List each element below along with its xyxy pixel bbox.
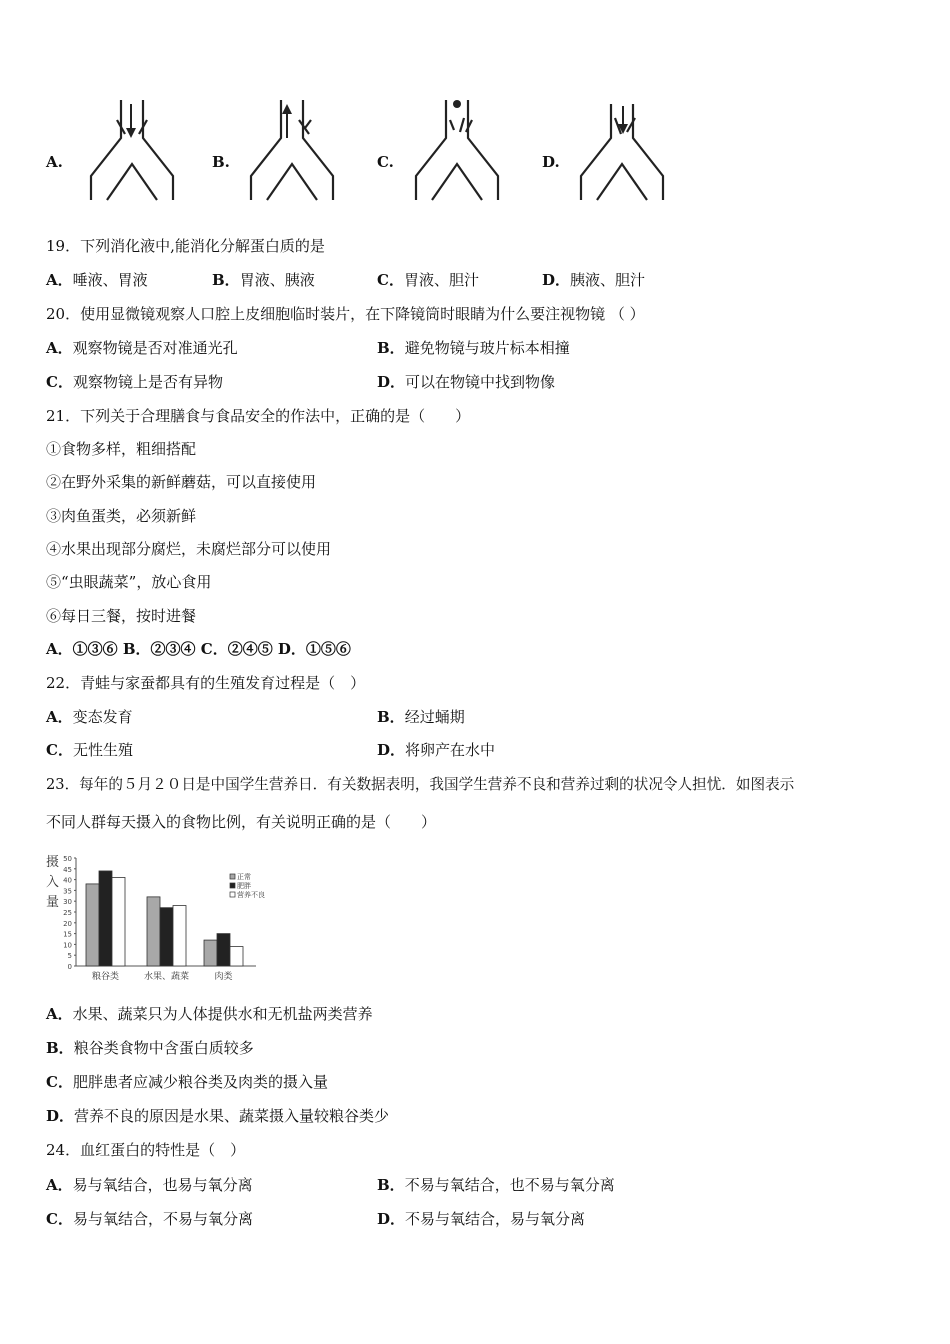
q24-option-b-label: B． (377, 1176, 405, 1194)
legend-label: 正常 (237, 873, 251, 881)
y-tick-label: 40 (63, 876, 72, 885)
q18-option-d-figure (575, 98, 670, 202)
q24-option-c[interactable] (46, 1209, 253, 1229)
q19-option-d-text: 胰液、胆汁 (570, 271, 646, 289)
bar-肥胖-水果、蔬菜 (160, 908, 173, 966)
q20-option-c-text: 观察物镜上是否有异物 (72, 373, 223, 391)
q20-option-a-label: A． (46, 339, 73, 357)
pharynx-angled-arrow-figure (575, 98, 670, 202)
q20-stem: 20．使用显微镜观察人口腔上皮细胞临时装片，在下降镜筒时眼睛为什么要注视物镜 （ ） (46, 305, 645, 323)
q18-option-d-label[interactable]: D. (542, 153, 560, 171)
q24-option-d-label: D． (377, 1210, 406, 1228)
y-tick-label: 30 (63, 898, 72, 907)
q22-option-d[interactable] (377, 740, 495, 760)
y-axis-label-char: 入 (46, 875, 60, 890)
q22-option-c[interactable] (46, 740, 133, 760)
q23-option-b-label: B． (46, 1039, 74, 1057)
q20-option-d[interactable] (377, 372, 555, 392)
q19-option-a-text: 唾液、胃液 (72, 271, 148, 289)
bar-正常-粮谷类 (86, 884, 99, 966)
q24-option-d-text: 不易与氧结合，易与氧分离 (405, 1210, 586, 1228)
q18-option-c-label[interactable]: C. (377, 153, 394, 171)
q19-stem: 19．下列消化液中,能消化分解蛋白质的是 (46, 237, 325, 255)
q20-option-c[interactable] (46, 372, 223, 392)
x-tick-label: 粮谷类 (91, 972, 120, 982)
q22-stem: 22．青蛙与家蚕都具有的生殖发育过程是（ ） (46, 674, 366, 692)
q23-option-a-label: A． (46, 1005, 73, 1023)
y-tick-label: 5 (67, 952, 72, 961)
q21-item-4: ④水果出现部分腐烂，未腐烂部分可以使用 (46, 540, 332, 558)
q22-option-a[interactable] (46, 707, 133, 727)
q23-chart (44, 852, 284, 984)
y-tick-label: 10 (63, 941, 72, 950)
q18-option-a-figure (85, 98, 180, 202)
q19-option-a[interactable] (46, 270, 148, 290)
bar-营养不良-肉类 (230, 947, 243, 966)
legend-swatch-肥胖 (230, 883, 235, 888)
y-axis-label-char: 摄 (46, 855, 60, 870)
y-tick-label: 20 (63, 919, 72, 928)
q23-option-c-label: C． (46, 1073, 73, 1091)
q19-option-b[interactable] (212, 270, 315, 290)
q24-stem: 24．血红蛋白的特性是（ ） (46, 1141, 246, 1159)
y-tick-label: 0 (67, 963, 72, 971)
q21-item-1: ①食物多样，粗细搭配 (46, 440, 197, 458)
bar-肥胖-肉类 (217, 934, 230, 966)
q24-option-d[interactable] (377, 1209, 585, 1229)
q24-option-a-label: A． (46, 1176, 73, 1194)
legend-swatch-正常 (230, 874, 235, 879)
q19-option-b-label: B． (212, 271, 240, 289)
q23-option-b-text: 粮谷类食物中含蛋白质较多 (73, 1039, 254, 1057)
q20-option-c-label: C． (46, 373, 73, 391)
q23-option-c[interactable] (46, 1072, 328, 1092)
q22-option-c-text: 无性生殖 (72, 741, 133, 759)
q18-option-c-figure (410, 98, 505, 202)
q24-option-b[interactable] (377, 1175, 615, 1195)
y-tick-label: 15 (63, 930, 72, 939)
q19-option-a-label: A． (46, 271, 73, 289)
pharynx-up-arrow-figure (245, 98, 340, 202)
y-tick-label: 50 (63, 855, 72, 863)
q20-option-b-label: B． (377, 339, 405, 357)
bar-肥胖-粮谷类 (99, 871, 112, 966)
x-tick-label: 肉类 (214, 972, 233, 982)
q24-option-c-label: C． (46, 1210, 73, 1228)
y-tick-label: 35 (63, 887, 72, 896)
q23-stem-line1: 23．每年的５月２０日是中国学生营养日．有关数据表明，我国学生营养不良和营养过剩的状况令人担忧．如图表示 (46, 776, 795, 793)
q19-option-b-text: 胃液、胰液 (239, 271, 315, 289)
q18-option-b-figure (245, 98, 340, 202)
q22-option-c-label: C． (46, 741, 73, 759)
q23-option-d[interactable] (46, 1106, 389, 1126)
q21-stem: 21．下列关于合理膳食与食品安全的作法中，正确的是（ ） (46, 407, 471, 425)
q21-item-3: ③肉鱼蛋类，必须新鲜 (46, 507, 197, 525)
q23-option-d-text: 营养不良的原因是水果、蔬菜摄入量较粮谷类少 (74, 1107, 390, 1125)
q19-option-c-label: C． (377, 271, 404, 289)
q22-option-b-text: 经过蛹期 (404, 708, 465, 726)
q22-option-d-label: D． (377, 741, 406, 759)
q23-option-a-text: 水果、蔬菜只为人体提供水和无机盐两类营养 (72, 1005, 373, 1023)
pharynx-ball-figure (410, 98, 505, 202)
q21-answer-options[interactable]: A．①③⑥ B．②③④ C．②④⑤ D．①⑤⑥ (46, 640, 351, 658)
q24-option-a-text: 易与氧结合，也易与氧分离 (72, 1176, 253, 1194)
q22-option-a-label: A． (46, 708, 73, 726)
q19-option-d[interactable] (542, 270, 645, 290)
legend-label: 营养不良 (237, 891, 265, 899)
q22-option-b-label: B． (377, 708, 405, 726)
q19-option-d-label: D． (542, 271, 571, 289)
y-tick-label: 45 (63, 865, 72, 874)
q23-option-d-label: D． (46, 1107, 75, 1125)
bar-营养不良-水果、蔬菜 (173, 906, 186, 966)
q19-option-c[interactable] (377, 270, 479, 290)
q20-option-a-text: 观察物镜是否对准通光孔 (72, 339, 238, 357)
pharynx-down-arrow-figure (85, 98, 180, 202)
food-intake-bar-chart (44, 852, 284, 984)
q24-option-a[interactable] (46, 1175, 253, 1195)
legend-label: 肥胖 (237, 882, 251, 890)
q20-option-d-label: D． (377, 373, 406, 391)
q21-item-5: ⑤“虫眼蔬菜”，放心食用 (46, 573, 212, 591)
q20-option-b[interactable] (377, 338, 570, 358)
bar-正常-肉类 (204, 940, 217, 966)
q22-option-d-text: 将卵产在水中 (405, 741, 496, 759)
legend-swatch-营养不良 (230, 892, 235, 897)
q24-option-c-text: 易与氧结合，不易与氧分离 (72, 1210, 253, 1228)
q18-option-a-label[interactable]: A. (46, 153, 63, 171)
x-tick-label: 水果、蔬菜 (143, 972, 190, 982)
q21-item-6: ⑥每日三餐，按时进餐 (46, 607, 197, 625)
q23-stem-line2: 不同人群每天摄入的食物比例，有关说明正确的是（ ） (46, 813, 437, 831)
q23-option-b[interactable] (46, 1038, 254, 1058)
q21-item-2: ②在野外采集的新鲜蘑菇，可以直接使用 (46, 473, 317, 491)
q20-option-b-text: 避免物镜与玻片标本相撞 (404, 339, 570, 357)
bar-营养不良-粮谷类 (112, 877, 125, 966)
q20-option-a[interactable] (46, 338, 238, 358)
q22-option-a-text: 变态发育 (72, 708, 133, 726)
q19-option-c-text: 胃液、胆汁 (403, 271, 479, 289)
q22-option-b[interactable] (377, 707, 465, 727)
y-tick-label: 25 (63, 909, 72, 917)
q18-option-b-label[interactable]: B. (212, 153, 230, 171)
q23-option-a[interactable] (46, 1004, 373, 1024)
bar-正常-水果、蔬菜 (147, 897, 160, 966)
y-axis-label-char: 量 (46, 895, 60, 910)
q24-option-b-text: 不易与氧结合，也不易与氧分离 (404, 1176, 615, 1194)
q20-option-d-text: 可以在物镜中找到物像 (405, 373, 556, 391)
q23-option-c-text: 肥胖患者应减少粮谷类及肉类的摄入量 (72, 1073, 328, 1091)
